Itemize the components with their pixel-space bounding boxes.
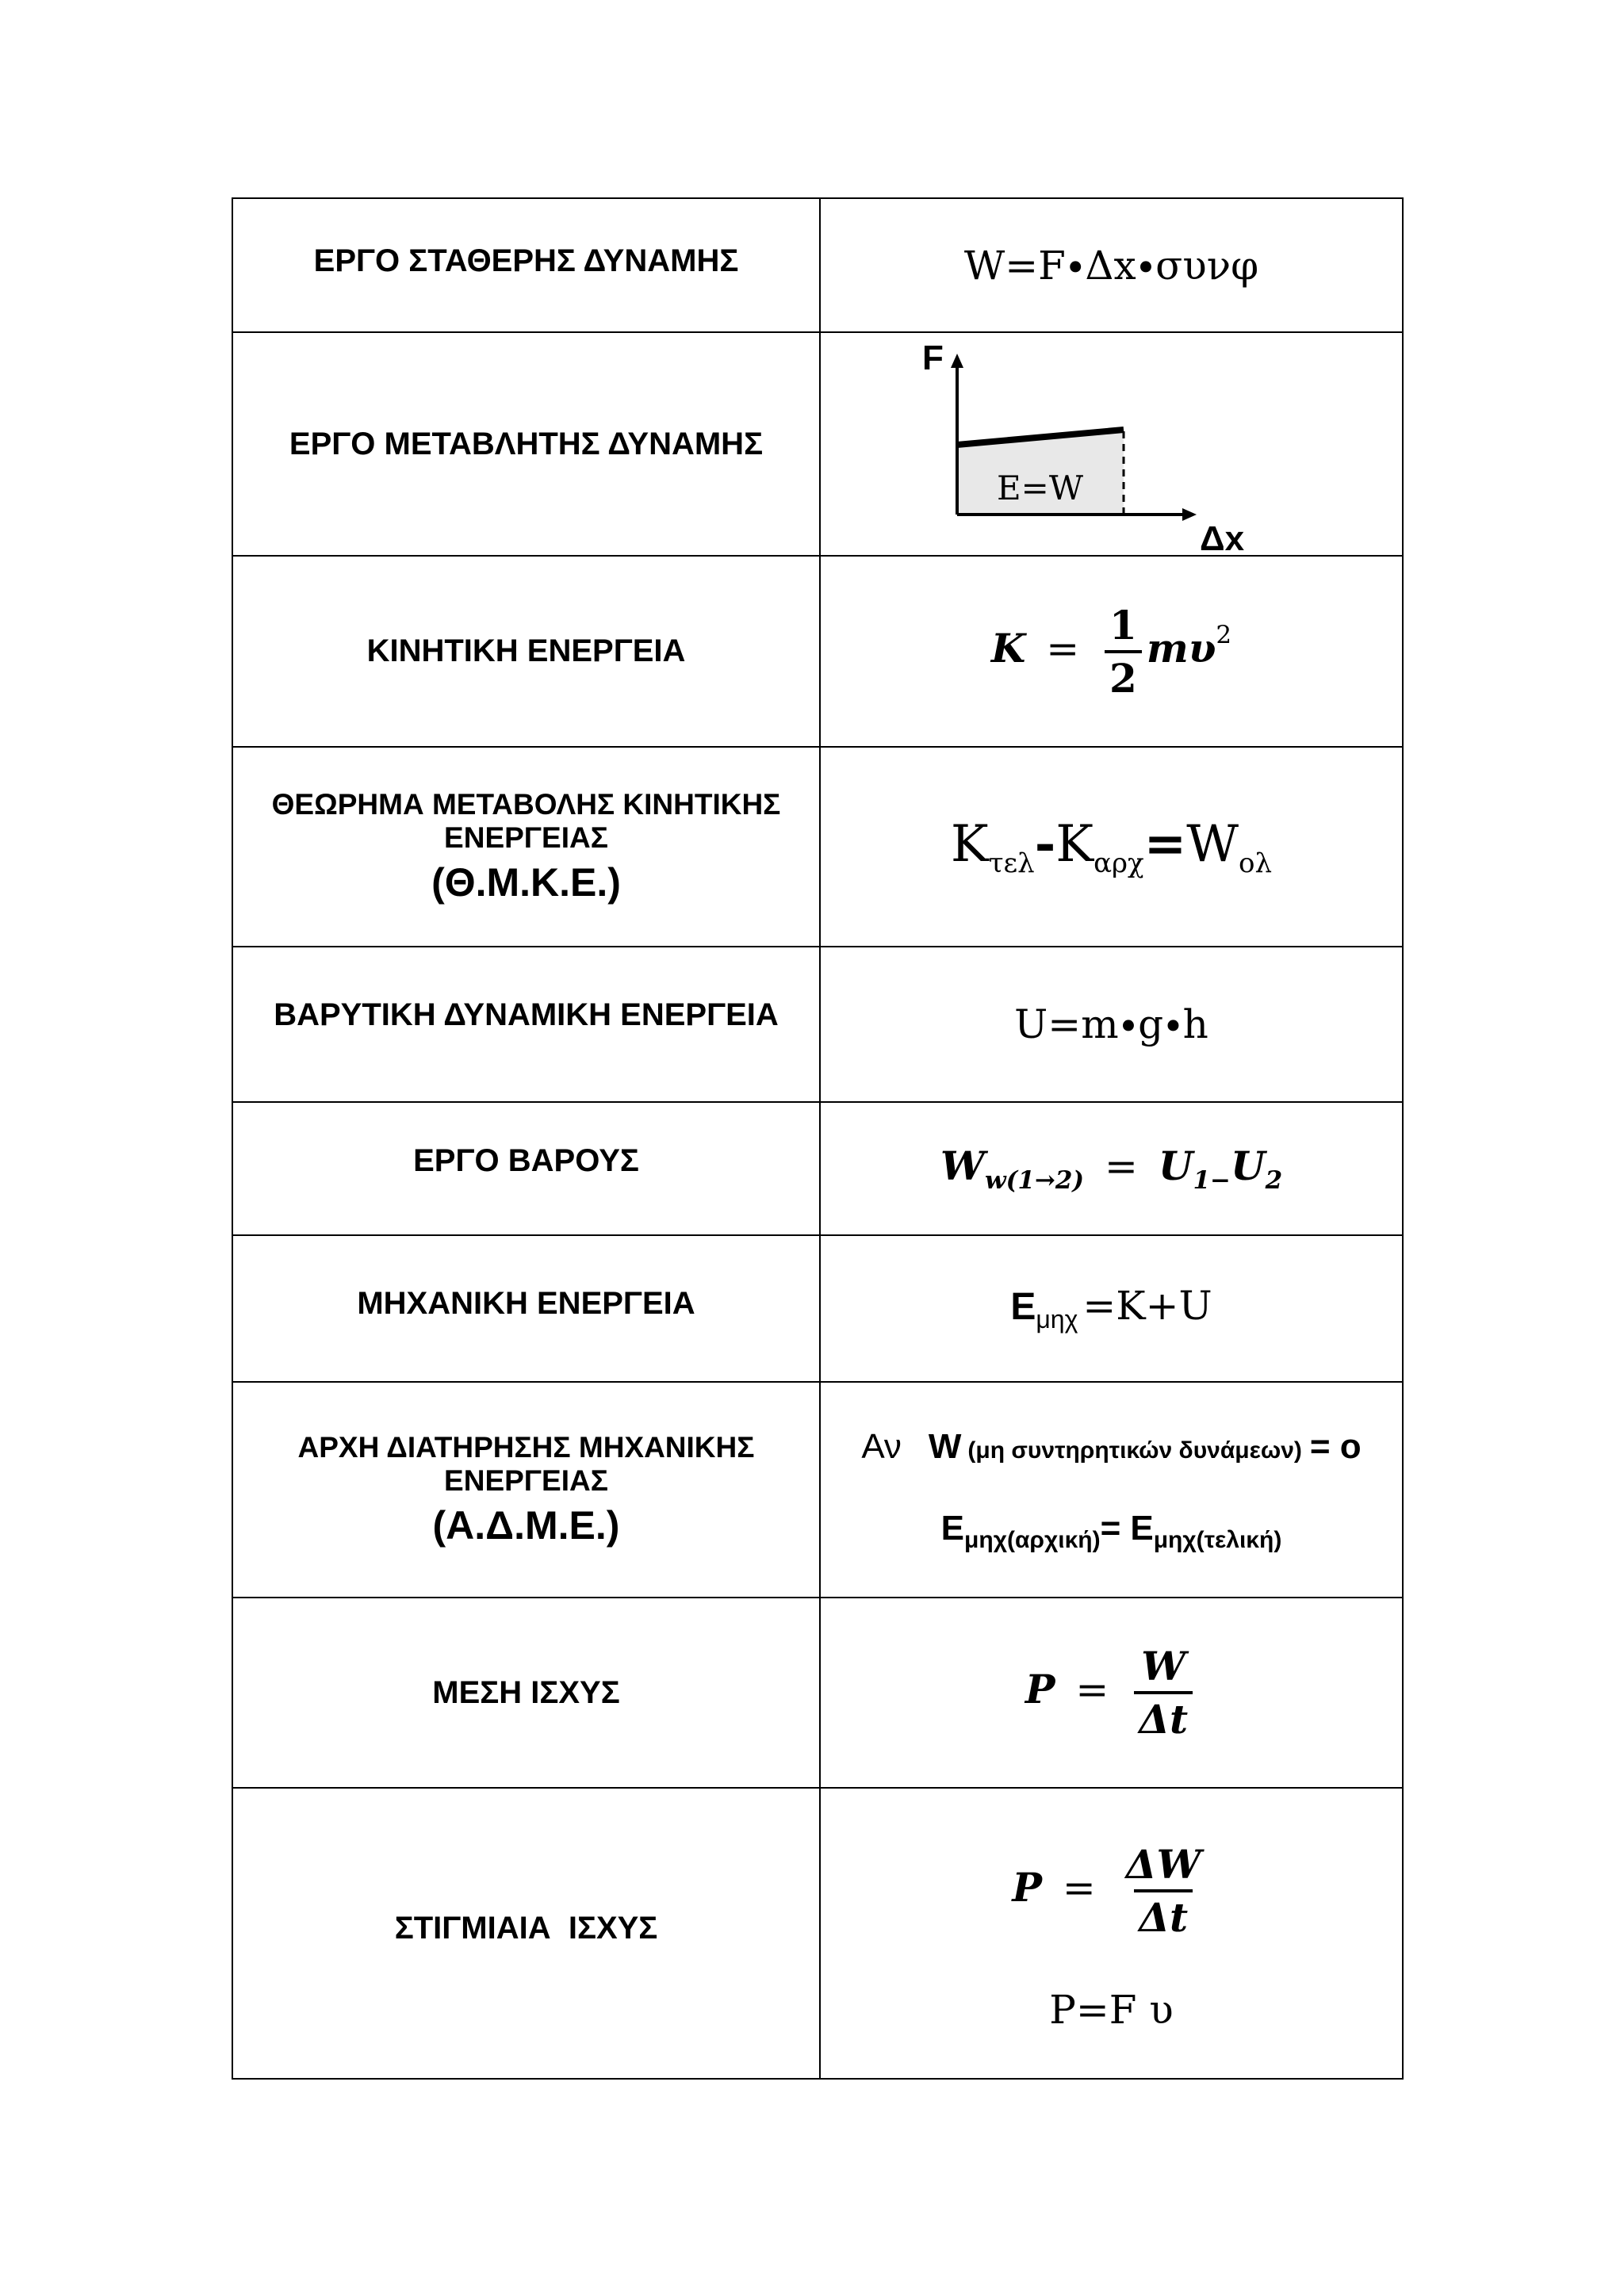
concept-cell (232, 1598, 820, 1788)
formula-table (232, 197, 1404, 2080)
formula-lhs: P (1025, 1666, 1055, 1712)
concept-label: ΜΗΧΑΝΙΚΗ ΕΝΕΡΓΕΙΑ (357, 1286, 695, 1321)
concept-label: ΕΡΓΟ ΜΕΤΑΒΛΗΤΗΣ ΔΥΝΑΜΗΣ (289, 426, 764, 461)
x-axis-arrow (1182, 508, 1197, 521)
force-displacement-graph (821, 333, 1407, 555)
area-label: E=W (997, 469, 1084, 507)
formula-text: W=F∙Δx∙συνφ (963, 242, 1259, 289)
concept-label-line: ΕΝΕΡΓΕΙΑΣ (444, 821, 608, 855)
concept-cell (232, 747, 820, 947)
formula-equals: = (1143, 814, 1187, 874)
y-axis-label: F (922, 339, 944, 377)
formula-k-initial-sub: αρχ (1094, 847, 1144, 879)
table-row (232, 1235, 1403, 1382)
formula-w-total: W (1186, 815, 1239, 874)
concept-cell (232, 1235, 820, 1382)
result-equals: = (1100, 1508, 1121, 1548)
formula-e: E (1010, 1286, 1036, 1328)
concept-cell (232, 1102, 820, 1235)
concept-cell (232, 1788, 820, 2079)
table-row (232, 332, 1403, 556)
condition-w-sub: (μη συντηρητικών δυνάμεων) (967, 1437, 1302, 1464)
formula-equals: = (1046, 625, 1080, 672)
formula-cell (820, 198, 1403, 332)
table-row (232, 947, 1403, 1102)
result-e2: E (1130, 1508, 1154, 1548)
table-row (232, 556, 1403, 747)
formula-exponent: 2 (1216, 620, 1232, 649)
fraction-denominator: 2 (1105, 650, 1142, 700)
formula-lhs: K (990, 624, 1026, 672)
concept-cell (232, 332, 820, 556)
fraction-numerator: 1 (1109, 601, 1137, 649)
condition-w: W (928, 1426, 962, 1466)
concept-cell (232, 1382, 820, 1598)
result-e1: E (940, 1508, 965, 1548)
formula-k-final: K (950, 815, 989, 874)
formula-cell (820, 556, 1403, 747)
fraction-denominator: Δt (1134, 1691, 1193, 1741)
formula-text: U=m∙g∙h (1014, 1001, 1208, 1047)
table-row (232, 1102, 1403, 1235)
concept-cell (232, 947, 820, 1102)
power-force-velocity: P=F υ (1049, 1986, 1174, 2033)
formula-cell (820, 1235, 1403, 1382)
concept-cell (232, 556, 820, 747)
x-axis-label: Δx (1200, 519, 1245, 555)
formula-cell (820, 1102, 1403, 1235)
concept-label: ΣΤΙΓΜΙΑΙΑ ΙΣΧΥΣ (394, 1911, 658, 1946)
table-row (232, 198, 1403, 332)
formula-u1: U (1158, 1142, 1193, 1189)
formula-equals: = (1105, 1143, 1138, 1189)
formula-cell (820, 1598, 1403, 1788)
formula-u2: U (1230, 1142, 1266, 1189)
formula-cell (820, 1382, 1403, 1598)
result-e2-sub: μηχ(τελική) (1153, 1526, 1282, 1553)
formula-u1-sub: 1− (1193, 1166, 1231, 1195)
concept-label: ΜΕΣΗ ΙΣΧΥΣ (432, 1674, 620, 1710)
condition-equals-zero: = ο (1309, 1426, 1362, 1466)
fraction-denominator: Δt (1134, 1889, 1193, 1939)
formula-lhs: P (1012, 1863, 1042, 1911)
table-row (232, 1598, 1403, 1788)
formula-cell (820, 747, 1403, 947)
table-row (232, 1382, 1403, 1598)
formula-k-final-sub: τελ (988, 847, 1035, 879)
conservation-result (821, 1508, 1402, 1554)
formula-minus: - (1034, 814, 1056, 874)
concept-label: ΚΙΝΗΤΙΚΗ ΕΝΕΡΓΕΙΑ (366, 633, 686, 668)
formula-rest: =K+U (1082, 1283, 1212, 1329)
formula-cell (820, 332, 1403, 556)
concept-label-line: ΕΝΕΡΓΕΙΑΣ (444, 1464, 608, 1498)
formula-w-total-sub: ολ (1239, 847, 1273, 879)
fraction-numerator: W (1141, 1643, 1186, 1689)
formula-w: W (940, 1142, 985, 1189)
y-axis-arrow (951, 354, 963, 368)
concept-label: ΒΑΡΥΤΙΚΗ ΔΥΝΑΜΙΚΗ ΕΝΕΡΓΕΙΑ (274, 997, 779, 1032)
formula-equals: = (1075, 1667, 1109, 1712)
formula-sheet (232, 197, 1404, 2080)
formula-u2-sub: 2 (1265, 1166, 1283, 1195)
concept-abbreviation: (Α.Δ.Μ.Ε.) (432, 1502, 620, 1548)
instant-power-formula (821, 1840, 1402, 1941)
formula-equals: = (1062, 1864, 1096, 1911)
table-row (232, 747, 1403, 947)
concept-cell (232, 198, 820, 332)
table-row (232, 1788, 1403, 2079)
concept-label-line: ΘΕΩΡΗΜΑ ΜΕΤΑΒΟΛΗΣ ΚΙΝΗΤΙΚΗΣ (271, 787, 781, 821)
formula-mass-velocity: mυ (1146, 624, 1216, 672)
formula-k-initial: K (1055, 815, 1094, 874)
condition-if: Αν (861, 1426, 902, 1466)
fraction (1134, 1644, 1193, 1741)
conservation-condition (821, 1426, 1402, 1467)
concept-label: ΕΡΓΟ ΒΑΡΟΥΣ (413, 1142, 639, 1178)
fraction-numerator: ΔW (1125, 1840, 1201, 1888)
formula-w-sub: w(1→2) (984, 1166, 1085, 1195)
concept-abbreviation: (Θ.Μ.Κ.Ε.) (431, 859, 621, 905)
formula-cell (820, 947, 1403, 1102)
fraction (1121, 1840, 1206, 1941)
concept-label-line: ΑΡΧΗ ΔΙΑΤΗΡΗΣΗΣ ΜΗΧΑΝΙΚΗΣ (297, 1430, 755, 1464)
concept-label: ΕΡΓΟ ΣΤΑΘΕΡΗΣ ΔΥΝΑΜΗΣ (313, 243, 739, 278)
fraction (1105, 603, 1142, 700)
formula-e-sub: μηχ (1036, 1305, 1078, 1334)
result-e1-sub: μηχ(αρχική) (964, 1526, 1101, 1553)
formula-cell (820, 1788, 1403, 2079)
